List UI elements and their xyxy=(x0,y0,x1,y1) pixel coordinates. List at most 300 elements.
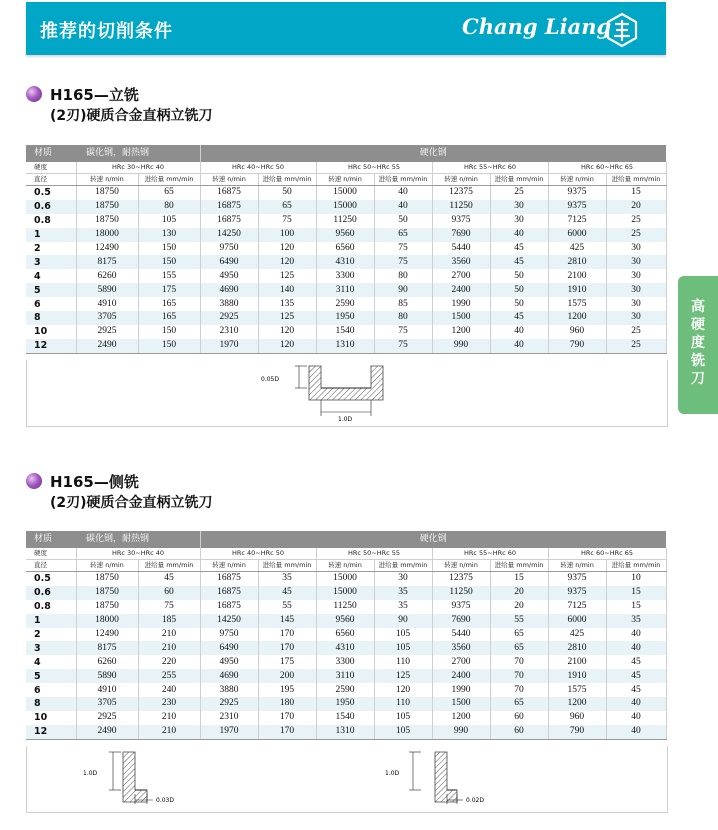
speed-cell: 18000 xyxy=(76,228,138,242)
diameter-cell: 10 xyxy=(26,325,76,339)
speed-cell: 15000 xyxy=(316,200,374,214)
feed-cell: 50 xyxy=(490,269,548,283)
section-subheading: (2刃)硬质合金直柄立铣刀 xyxy=(50,108,213,124)
speed-cell: 4690 xyxy=(200,283,258,297)
feed-cell: 20 xyxy=(490,600,548,614)
hardness-range: HRc 55~HRc 60 xyxy=(432,162,548,174)
table-row xyxy=(26,242,666,256)
speed-cell: 11250 xyxy=(432,200,490,214)
feed-cell: 65 xyxy=(258,200,316,214)
feed-cell: 65 xyxy=(490,641,548,655)
speed-cell: 2925 xyxy=(200,311,258,325)
brand-name: Chang Liang xyxy=(462,14,612,39)
speed-cell: 2590 xyxy=(316,297,374,311)
speed-cell: 1500 xyxy=(432,311,490,325)
feed-cell: 65 xyxy=(490,628,548,642)
diameter-cell: 1 xyxy=(26,614,76,628)
speed-cell: 4690 xyxy=(200,669,258,683)
feed-cell: 180 xyxy=(258,697,316,711)
speed-cell: 3705 xyxy=(76,697,138,711)
feed-label: 进给量 mm/min xyxy=(490,174,548,186)
speed-cell: 4910 xyxy=(76,297,138,311)
feed-cell: 25 xyxy=(490,186,548,200)
diameter-cell: 0.6 xyxy=(26,586,76,600)
feed-label: 进给量 mm/min xyxy=(606,560,666,572)
speed-cell: 9560 xyxy=(316,228,374,242)
speed-cell: 960 xyxy=(548,711,606,725)
feed-cell: 210 xyxy=(138,641,200,655)
speed-label: 转速 n/min xyxy=(432,560,490,572)
feed-cell: 175 xyxy=(258,655,316,669)
table-row xyxy=(26,669,666,683)
speed-label: 转速 n/min xyxy=(316,174,374,186)
feed-cell: 155 xyxy=(138,269,200,283)
speed-cell: 18750 xyxy=(76,572,138,586)
feed-cell: 45 xyxy=(490,311,548,325)
speed-cell: 7125 xyxy=(548,214,606,228)
diameter-cell: 0.8 xyxy=(26,214,76,228)
speed-cell: 2310 xyxy=(200,711,258,725)
diameter-cell: 3 xyxy=(26,641,76,655)
speed-cell: 12490 xyxy=(76,242,138,256)
speed-cell: 990 xyxy=(432,725,490,739)
diameter-cell: 10 xyxy=(26,711,76,725)
speed-cell: 6000 xyxy=(548,614,606,628)
hardness-range: HRc 60~HRc 65 xyxy=(548,162,666,174)
feed-cell: 125 xyxy=(374,669,432,683)
feed-cell: 255 xyxy=(138,669,200,683)
speed-cell: 12375 xyxy=(432,572,490,586)
feed-cell: 140 xyxy=(258,283,316,297)
feed-cell: 195 xyxy=(258,683,316,697)
speed-cell: 11250 xyxy=(432,586,490,600)
speed-cell: 1540 xyxy=(316,711,374,725)
speed-cell: 1970 xyxy=(200,725,258,739)
feed-cell: 130 xyxy=(138,228,200,242)
speed-cell: 9375 xyxy=(548,586,606,600)
diameter-cell: 0.5 xyxy=(26,572,76,586)
speed-cell: 6260 xyxy=(76,655,138,669)
material-label: 材质 xyxy=(26,531,76,548)
speed-cell: 1950 xyxy=(316,311,374,325)
speed-cell: 3300 xyxy=(316,269,374,283)
feed-cell: 135 xyxy=(258,297,316,311)
feed-cell: 75 xyxy=(374,325,432,339)
table-row xyxy=(26,683,666,697)
header-row-hardness xyxy=(26,548,666,560)
feed-cell: 70 xyxy=(490,669,548,683)
hardness-range: HRc 50~HRc 55 xyxy=(316,162,432,174)
table-row xyxy=(26,186,666,200)
side-tab xyxy=(678,276,718,414)
feed-cell: 45 xyxy=(490,242,548,256)
speed-cell: 5890 xyxy=(76,669,138,683)
feed-cell: 90 xyxy=(374,614,432,628)
feed-cell: 110 xyxy=(374,697,432,711)
feed-cell: 105 xyxy=(138,214,200,228)
table-row xyxy=(26,325,666,339)
speed-label: 转速 n/min xyxy=(76,560,138,572)
feed-cell: 170 xyxy=(258,641,316,655)
feed-cell: 120 xyxy=(258,242,316,256)
speed-cell: 1310 xyxy=(316,725,374,739)
feed-cell: 40 xyxy=(490,325,548,339)
feed-cell: 40 xyxy=(490,228,548,242)
feed-cell: 40 xyxy=(606,725,666,739)
speed-cell: 5440 xyxy=(432,628,490,642)
feed-cell: 75 xyxy=(138,600,200,614)
speed-cell: 2400 xyxy=(432,669,490,683)
feed-cell: 30 xyxy=(606,311,666,325)
feed-cell: 15 xyxy=(606,586,666,600)
table-row xyxy=(26,339,666,353)
diameter-cell: 0.6 xyxy=(26,200,76,214)
table-row xyxy=(26,283,666,297)
feed-label: 进给量 mm/min xyxy=(374,174,432,186)
cutting-table-end-milling xyxy=(26,145,667,354)
diameter-cell: 6 xyxy=(26,683,76,697)
speed-label: 转速 n/min xyxy=(548,560,606,572)
feed-cell: 150 xyxy=(138,339,200,353)
feed-cell: 30 xyxy=(606,283,666,297)
speed-cell: 9375 xyxy=(548,186,606,200)
speed-cell: 790 xyxy=(548,725,606,739)
speed-cell: 12490 xyxy=(76,628,138,642)
diameter-cell: 8 xyxy=(26,697,76,711)
speed-cell: 15000 xyxy=(316,572,374,586)
depth-label: 0.05D xyxy=(261,376,279,383)
feed-cell: 55 xyxy=(490,614,548,628)
speed-cell: 1200 xyxy=(548,697,606,711)
speed-cell: 3560 xyxy=(432,255,490,269)
group2-label: 硬化钢 xyxy=(200,145,666,162)
diameter-cell: 5 xyxy=(26,283,76,297)
feed-cell: 165 xyxy=(138,297,200,311)
feed-cell: 80 xyxy=(374,311,432,325)
speed-cell: 2490 xyxy=(76,725,138,739)
feed-cell: 120 xyxy=(258,339,316,353)
feed-cell: 165 xyxy=(138,311,200,325)
speed-cell: 9750 xyxy=(200,628,258,642)
diameter-label: 直径 xyxy=(26,174,76,186)
group2-label: 硬化钢 xyxy=(200,531,666,548)
diameter-cell: 0.5 xyxy=(26,186,76,200)
feed-cell: 85 xyxy=(374,297,432,311)
diagram-panel-end-milling xyxy=(26,360,668,427)
speed-cell: 3300 xyxy=(316,655,374,669)
speed-cell: 3110 xyxy=(316,669,374,683)
side-tab-label: 高硬度铣刀 xyxy=(691,299,705,387)
feed-cell: 145 xyxy=(258,614,316,628)
feed-cell: 75 xyxy=(374,242,432,256)
feed-cell: 45 xyxy=(138,572,200,586)
width-label: 1.0D xyxy=(338,416,353,423)
feed-cell: 15 xyxy=(490,572,548,586)
feed-cell: 125 xyxy=(258,269,316,283)
speed-cell: 3880 xyxy=(200,297,258,311)
speed-cell: 4950 xyxy=(200,269,258,283)
feed-cell: 105 xyxy=(374,711,432,725)
speed-cell: 18750 xyxy=(76,586,138,600)
header-row-units xyxy=(26,560,666,572)
feed-cell: 230 xyxy=(138,697,200,711)
diameter-cell: 2 xyxy=(26,628,76,642)
feed-cell: 65 xyxy=(490,697,548,711)
feed-cell: 50 xyxy=(490,283,548,297)
speed-cell: 11250 xyxy=(316,600,374,614)
feed-cell: 40 xyxy=(606,697,666,711)
speed-cell: 16875 xyxy=(200,586,258,600)
speed-cell: 5440 xyxy=(432,242,490,256)
header-row-hardness xyxy=(26,162,666,174)
speed-cell: 16875 xyxy=(200,186,258,200)
feed-cell: 170 xyxy=(258,711,316,725)
diameter-cell: 6 xyxy=(26,297,76,311)
speed-cell: 2810 xyxy=(548,255,606,269)
speed-cell: 425 xyxy=(548,242,606,256)
speed-cell: 3110 xyxy=(316,283,374,297)
speed-cell: 1575 xyxy=(548,683,606,697)
feed-cell: 40 xyxy=(490,339,548,353)
speed-cell: 14250 xyxy=(200,614,258,628)
speed-cell: 790 xyxy=(548,339,606,353)
speed-cell: 15000 xyxy=(316,586,374,600)
speed-cell: 2490 xyxy=(76,339,138,353)
speed-cell: 1990 xyxy=(432,683,490,697)
speed-cell: 9375 xyxy=(548,572,606,586)
speed-cell: 3880 xyxy=(200,683,258,697)
table-row xyxy=(26,628,666,642)
bullet-icon xyxy=(26,86,42,102)
speed-cell: 960 xyxy=(548,325,606,339)
hardness-range: HRc 55~HRc 60 xyxy=(432,548,548,560)
speed-cell: 8175 xyxy=(76,255,138,269)
feed-cell: 80 xyxy=(374,269,432,283)
speed-cell: 425 xyxy=(548,628,606,642)
side-step-right-shape xyxy=(435,752,457,802)
feed-label: 进给量 mm/min xyxy=(374,560,432,572)
speed-cell: 9375 xyxy=(432,600,490,614)
table-row xyxy=(26,600,666,614)
page-title: 推荐的切削条件 xyxy=(40,21,173,42)
feed-cell: 50 xyxy=(374,214,432,228)
speed-cell: 1950 xyxy=(316,697,374,711)
feed-cell: 185 xyxy=(138,614,200,628)
speed-cell: 2925 xyxy=(200,697,258,711)
feed-cell: 25 xyxy=(606,214,666,228)
speed-cell: 1910 xyxy=(548,669,606,683)
feed-cell: 30 xyxy=(606,242,666,256)
feed-cell: 110 xyxy=(374,655,432,669)
hardness-range: HRc 60~HRc 65 xyxy=(548,548,666,560)
table-row xyxy=(26,697,666,711)
speed-cell: 1200 xyxy=(548,311,606,325)
feed-cell: 70 xyxy=(490,683,548,697)
speed-cell: 1200 xyxy=(432,325,490,339)
speed-label: 转速 n/min xyxy=(200,174,258,186)
header-banner xyxy=(26,2,666,55)
speed-cell: 12375 xyxy=(432,186,490,200)
speed-cell: 6490 xyxy=(200,255,258,269)
speed-cell: 8175 xyxy=(76,641,138,655)
speed-cell: 18000 xyxy=(76,614,138,628)
speed-cell: 6560 xyxy=(316,628,374,642)
feed-cell: 45 xyxy=(258,586,316,600)
hardness-label: 硬度 xyxy=(26,162,76,174)
table-row xyxy=(26,297,666,311)
table-row xyxy=(26,200,666,214)
table-row xyxy=(26,228,666,242)
feed-cell: 25 xyxy=(606,228,666,242)
feed-cell: 25 xyxy=(606,325,666,339)
speed-label: 转速 n/min xyxy=(548,174,606,186)
speed-cell: 2100 xyxy=(548,269,606,283)
feed-cell: 125 xyxy=(258,311,316,325)
diameter-label: 直径 xyxy=(26,560,76,572)
speed-label: 转速 n/min xyxy=(316,560,374,572)
section-heading: H165—侧铣 xyxy=(50,473,139,491)
diameter-cell: 8 xyxy=(26,311,76,325)
feed-cell: 150 xyxy=(138,325,200,339)
feed-cell: 175 xyxy=(138,283,200,297)
feed-label: 进给量 mm/min xyxy=(258,174,316,186)
feed-cell: 240 xyxy=(138,683,200,697)
feed-label: 进给量 mm/min xyxy=(606,174,666,186)
speed-cell: 2810 xyxy=(548,641,606,655)
feed-cell: 20 xyxy=(490,586,548,600)
width-dimension xyxy=(321,400,371,423)
speed-cell: 9375 xyxy=(548,200,606,214)
speed-cell: 990 xyxy=(432,339,490,353)
speed-cell: 1200 xyxy=(432,711,490,725)
brand-logo-icon xyxy=(604,12,640,48)
feed-cell: 120 xyxy=(258,255,316,269)
diameter-cell: 3 xyxy=(26,255,76,269)
feed-cell: 30 xyxy=(606,255,666,269)
feed-cell: 210 xyxy=(138,725,200,739)
width-label-right: 0.02D xyxy=(466,797,484,804)
feed-cell: 40 xyxy=(606,641,666,655)
hardness-range: HRc 50~HRc 55 xyxy=(316,548,432,560)
speed-cell: 16875 xyxy=(200,214,258,228)
feed-cell: 45 xyxy=(606,683,666,697)
bullet-icon xyxy=(26,473,42,489)
speed-cell: 1310 xyxy=(316,339,374,353)
hardness-range: HRc 30~HRc 40 xyxy=(76,162,200,174)
feed-cell: 40 xyxy=(374,186,432,200)
feed-cell: 30 xyxy=(490,214,548,228)
diameter-cell: 4 xyxy=(26,655,76,669)
speed-cell: 2925 xyxy=(76,325,138,339)
hardness-range: HRc 30~HRc 40 xyxy=(76,548,200,560)
feed-cell: 45 xyxy=(490,255,548,269)
speed-cell: 6000 xyxy=(548,228,606,242)
feed-cell: 170 xyxy=(258,628,316,642)
diameter-cell: 0.8 xyxy=(26,600,76,614)
feed-cell: 120 xyxy=(258,325,316,339)
speed-cell: 2590 xyxy=(316,683,374,697)
speed-label: 转速 n/min xyxy=(200,560,258,572)
speed-cell: 3705 xyxy=(76,311,138,325)
speed-cell: 6490 xyxy=(200,641,258,655)
feed-cell: 60 xyxy=(490,711,548,725)
speed-cell: 1500 xyxy=(432,697,490,711)
table-row xyxy=(26,214,666,228)
speed-label: 转速 n/min xyxy=(76,174,138,186)
speed-cell: 2400 xyxy=(432,283,490,297)
depth-dimension xyxy=(261,366,307,388)
height-label-right: 1.0D xyxy=(385,770,400,777)
feed-cell: 150 xyxy=(138,242,200,256)
diameter-cell: 2 xyxy=(26,242,76,256)
hardness-label: 硬度 xyxy=(26,548,76,560)
table-row xyxy=(26,586,666,600)
feed-cell: 220 xyxy=(138,655,200,669)
group1-label: 碳化钢，耐热钢 xyxy=(76,531,200,548)
speed-cell: 16875 xyxy=(200,600,258,614)
height-dimension-right xyxy=(385,752,421,790)
feed-cell: 80 xyxy=(138,200,200,214)
diameter-cell: 4 xyxy=(26,269,76,283)
feed-cell: 105 xyxy=(374,628,432,642)
cutting-table-side-milling xyxy=(26,531,667,740)
feed-cell: 50 xyxy=(258,186,316,200)
feed-cell: 45 xyxy=(606,669,666,683)
speed-cell: 7125 xyxy=(548,600,606,614)
table-row xyxy=(26,269,666,283)
height-dimension-left xyxy=(83,752,121,790)
speed-cell: 18750 xyxy=(76,214,138,228)
speed-cell: 2100 xyxy=(548,655,606,669)
speed-cell: 5890 xyxy=(76,283,138,297)
feed-cell: 90 xyxy=(374,283,432,297)
feed-cell: 120 xyxy=(374,683,432,697)
feed-cell: 30 xyxy=(490,200,548,214)
material-label: 材质 xyxy=(26,145,76,162)
speed-cell: 18750 xyxy=(76,186,138,200)
feed-cell: 75 xyxy=(258,214,316,228)
feed-cell: 60 xyxy=(138,586,200,600)
feed-cell: 20 xyxy=(606,200,666,214)
speed-cell: 7690 xyxy=(432,228,490,242)
speed-cell: 2700 xyxy=(432,269,490,283)
feed-label: 进给量 mm/min xyxy=(490,560,548,572)
speed-cell: 1910 xyxy=(548,283,606,297)
speed-cell: 18750 xyxy=(76,600,138,614)
feed-cell: 35 xyxy=(374,586,432,600)
section-heading: H165—立铣 xyxy=(50,86,139,104)
table-row xyxy=(26,255,666,269)
feed-cell: 25 xyxy=(606,339,666,353)
speed-cell: 4950 xyxy=(200,655,258,669)
feed-cell: 65 xyxy=(374,228,432,242)
feed-label: 进给量 mm/min xyxy=(138,560,200,572)
speed-cell: 6260 xyxy=(76,269,138,283)
speed-cell: 9560 xyxy=(316,614,374,628)
speed-cell: 9375 xyxy=(432,214,490,228)
feed-label: 进给量 mm/min xyxy=(258,560,316,572)
feed-cell: 75 xyxy=(374,339,432,353)
feed-cell: 40 xyxy=(606,711,666,725)
feed-cell: 35 xyxy=(258,572,316,586)
speed-cell: 4310 xyxy=(316,255,374,269)
feed-cell: 210 xyxy=(138,628,200,642)
speed-cell: 16875 xyxy=(200,572,258,586)
feed-cell: 170 xyxy=(258,725,316,739)
feed-label: 进给量 mm/min xyxy=(138,174,200,186)
speed-cell: 7690 xyxy=(432,614,490,628)
speed-cell: 4310 xyxy=(316,641,374,655)
